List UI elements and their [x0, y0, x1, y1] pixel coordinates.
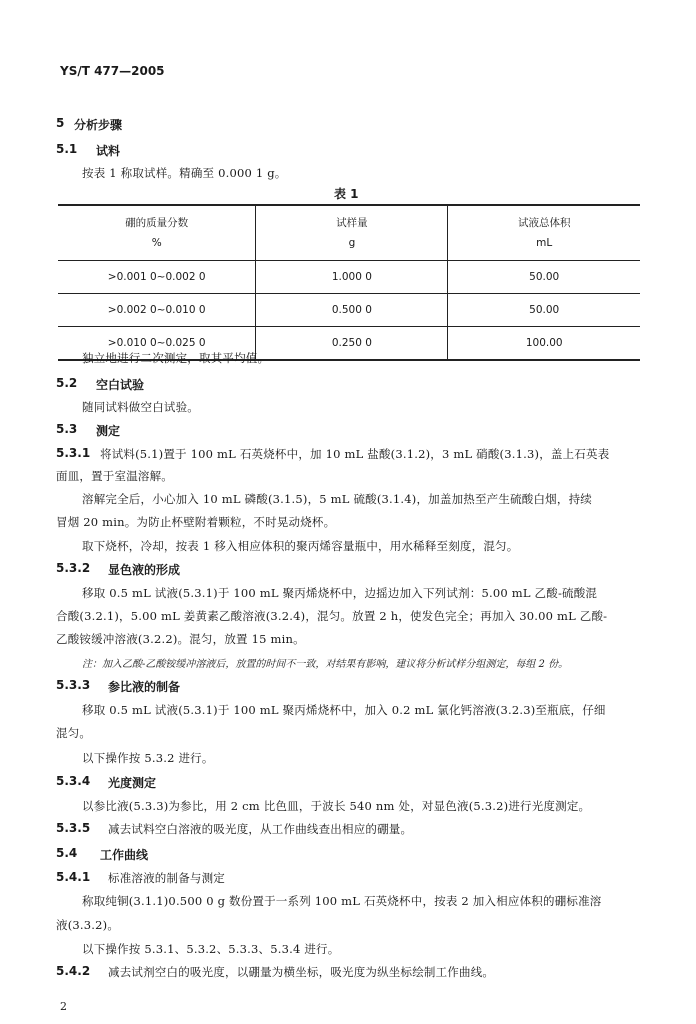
clause-5-3-3-line: 以下操作按 5.3.2 进行。 [82, 751, 214, 765]
clause-5-3-1-line: 溶解完全后，小心加入 10 mL 磷酸(3.1.5)，5 mL 硫酸(3.1.4)，加盖加热至产生硫酸白烟，持续 [82, 492, 592, 506]
clause-5-3-3-number: 5.3.3 [56, 678, 91, 692]
clause-5-2-number: 5.2 [56, 376, 78, 390]
header-label: 硼的质量分数 [125, 217, 189, 229]
table-cell: >0.010 0~0.025 0 [58, 327, 256, 361]
clause-5-1-number: 5.1 [56, 142, 78, 156]
table-header-cell [448, 205, 640, 261]
table-cell: 100.00 [448, 327, 640, 361]
table-cell: >0.002 0~0.010 0 [58, 294, 256, 327]
clause-5-3-3-line: 移取 0.5 mL 试液(5.3.1)于 100 mL 聚丙烯烧杯中，加入 0.2 mL 氯化钙溶液(3.2.3)至瓶底，仔细 [82, 703, 606, 717]
clause-5-2-text: 随同试料做空白试验。 [82, 400, 199, 414]
clause-5-1-text: 按表 1 称取试样。精确至 0.000 1 g。 [82, 166, 287, 180]
clause-5-4-1-line: 称取纯铜(3.1.1)0.500 0 g 数份置于一系列 100 mL 石英烧杯中，按表 2 加入相应体积的硼标准溶 [82, 894, 602, 908]
header-unit: mL [536, 237, 553, 249]
clause-5-3-3-line: 混匀。 [56, 726, 92, 740]
clause-5-3-5-text: 减去试料空白溶液的吸光度，从工作曲线查出相应的硼量。 [108, 822, 413, 836]
clause-5-3-1-line: 将试料(5.1)置于 100 mL 石英烧杯中，加 10 mL 盐酸(3.1.2)，3 mL 硝酸(3.1.3)，盖上石英表 [100, 447, 610, 461]
clause-5-3-2-line: 移取 0.5 mL 试液(5.3.1)于 100 mL 聚丙烯烧杯中，边摇边加入下列试剂：5.00 mL 乙酸-硫酸混 [82, 586, 598, 600]
table-row [58, 261, 640, 294]
clause-5-4-2-number: 5.4.2 [56, 964, 91, 978]
header-unit: % [151, 237, 162, 249]
clause-5-4-1-line: 液(3.3.2)。 [56, 918, 120, 932]
table-cell: 50.00 [448, 261, 640, 294]
table-cell: 50.00 [448, 294, 640, 327]
table-caption: 表 1 [334, 187, 359, 201]
clause-5-3-4-line: 以参比液(5.3.3)为参比，用 2 cm 比色皿，于波长 540 nm 处，对显色液(5.3.2)进行光度测定。 [82, 799, 591, 813]
clause-5-3-3-title: 参比液的制备 [108, 680, 181, 694]
document-code: YS/T 477—2005 [60, 64, 165, 78]
clause-5-3-4-number: 5.3.4 [56, 774, 91, 788]
clause-5-1-followup: 独立地进行二次测定，取其平均值。 [82, 351, 270, 365]
clause-5-3-2-title: 显色液的形成 [108, 563, 181, 577]
clause-5-3-1-number: 5.3.1 [56, 446, 91, 460]
table-row [58, 294, 640, 327]
clause-5-3-2-note: 注：加入乙酸-乙酸铵缓冲溶液后，放置的时间不一致，对结果有影响，建议将分析试样分组测定，每组 2 份。 [82, 659, 569, 670]
clause-5-3-4-title: 光度测定 [108, 776, 157, 790]
table-cell: 0.250 0 [256, 327, 448, 361]
clause-5-4-1-number: 5.4.1 [56, 870, 91, 884]
table-cell: 1.000 0 [256, 261, 448, 294]
table-cell: >0.001 0~0.002 0 [58, 261, 256, 294]
clause-5-4-1-line: 以下操作按 5.3.1、5.3.2、5.3.3、5.3.4 进行。 [82, 942, 340, 956]
table-1 [58, 204, 640, 361]
clause-5-3-2-number: 5.3.2 [56, 561, 91, 575]
clause-5-3-number: 5.3 [56, 422, 78, 436]
header-label: 试样量 [336, 217, 368, 229]
clause-5-4-1-title: 标准溶液的制备与测定 [108, 871, 225, 885]
clause-5-3-title: 测定 [96, 424, 121, 438]
clause-5-4-2-text: 减去试剂空白的吸光度，以硼量为横坐标，吸光度为纵坐标绘制工作曲线。 [108, 965, 495, 979]
clause-5-3-1-line: 取下烧杯，冷却，按表 1 移入相应体积的聚丙烯容量瓶中，用水稀释至刻度，混匀。 [82, 539, 519, 553]
table-header-row [58, 205, 640, 261]
table-header-cell [256, 205, 448, 261]
clause-5-3-1-line: 冒烟 20 min。为防止杯壁附着颗粒，不时晃动烧杯。 [56, 515, 336, 529]
clause-5-3-2-line: 乙酸铵缓冲溶液(3.2.2)。混匀，放置 15 min。 [56, 632, 305, 646]
clause-5-2-title: 空白试验 [96, 378, 145, 392]
header-label: 试液总体积 [517, 217, 571, 229]
clause-5-3-5-number: 5.3.5 [56, 821, 91, 835]
section-title: 分析步骤 [74, 118, 123, 132]
page-number: 2 [60, 1000, 67, 1013]
clause-5-3-2-line: 合酸(3.2.1)，5.00 mL 姜黄素乙酸溶液(3.2.4)，混匀。放置 2 h，使发色完全；再加入 30.00 mL 乙酸- [56, 609, 608, 623]
clause-5-4-number: 5.4 [56, 846, 78, 860]
clause-5-3-1-line: 面皿，置于室温溶解。 [56, 469, 173, 483]
clause-5-4-title: 工作曲线 [100, 848, 149, 862]
clause-5-1-title: 试料 [96, 144, 121, 158]
header-unit: g [348, 237, 356, 249]
table-cell: 0.500 0 [256, 294, 448, 327]
section-number: 5 [56, 116, 65, 130]
table-header-cell [58, 205, 256, 261]
